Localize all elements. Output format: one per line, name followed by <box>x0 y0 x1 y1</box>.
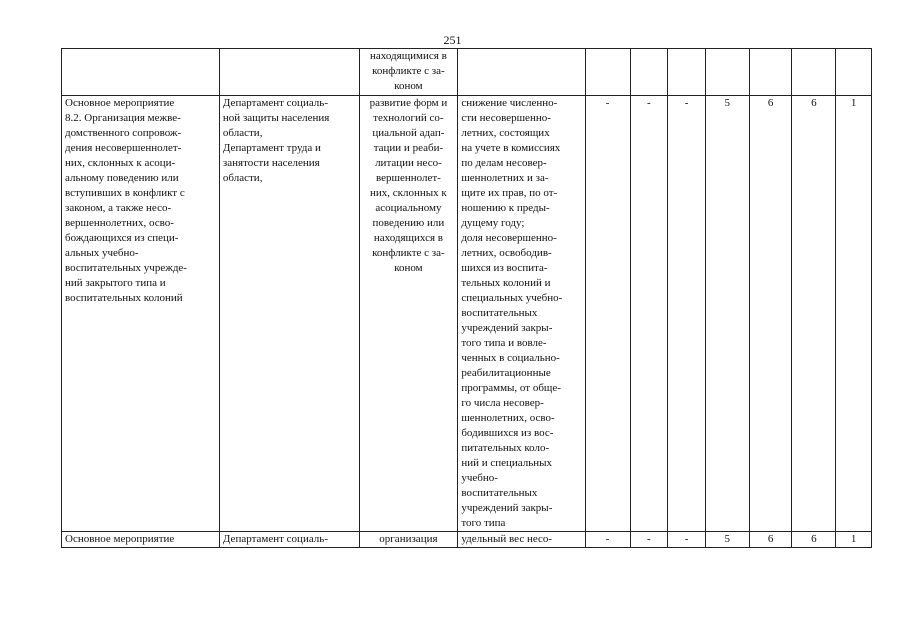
cell-line: го числа несовер- <box>461 397 544 409</box>
cell-line: программы, от обще- <box>461 382 561 394</box>
cell-line: них, склонных к <box>370 187 447 199</box>
cell-line: альных учебно- <box>65 247 139 259</box>
cell-line: снижение численно- <box>461 97 558 109</box>
cell-line: бождающихся из специ- <box>65 232 179 244</box>
cell-line: учреждений закры- <box>461 502 553 514</box>
cell-line: по делам несовер- <box>461 157 547 169</box>
cell-line: асоциальному <box>375 202 442 214</box>
value-cell <box>749 49 792 96</box>
value-cell <box>792 49 836 96</box>
cell-line: вершеннолетних, осво- <box>65 217 174 229</box>
result-cell <box>359 532 458 548</box>
cell-line: Департамент социаль- <box>222 97 328 109</box>
cell-line: вершеннолет- <box>375 172 441 184</box>
indicator-cell <box>458 49 585 96</box>
value-cell: 6 <box>749 532 792 548</box>
cell-line: шихся из воспита- <box>461 262 548 274</box>
value-cell: 6 <box>749 96 792 532</box>
executor-cell <box>219 96 359 532</box>
value-cell: 6 <box>792 96 836 532</box>
value-cell: 5 <box>705 532 749 548</box>
value-cell <box>705 49 749 96</box>
executor-cell <box>219 49 359 96</box>
cell-line: сти несовершенно- <box>461 112 551 124</box>
cell-line: воспитательных <box>461 307 538 319</box>
cell-line: дения несовершеннолет- <box>65 142 182 154</box>
value-cell: - <box>668 532 706 548</box>
result-cell <box>359 96 458 532</box>
indicator-cell <box>458 96 585 532</box>
cell-line: летних, освободив- <box>461 247 552 259</box>
cell-line: учебно- <box>461 472 498 484</box>
cell-line: занятости населения <box>222 157 320 169</box>
cell-line: того типа и вовле- <box>461 337 547 349</box>
cell-line: них, склонных к асоци- <box>65 157 176 169</box>
executor-cell <box>219 532 359 548</box>
cell-line: законом, а также несо- <box>65 202 172 214</box>
cell-line: летних, состоящих <box>461 127 550 139</box>
cell-line: вступивших в конфликт с <box>65 187 185 199</box>
cell-line: того типа <box>461 517 506 529</box>
cell-line: литации несо- <box>375 157 442 169</box>
cell-line: технологий со- <box>373 112 444 124</box>
activity-cell <box>62 96 220 532</box>
value-cell: - <box>630 96 668 532</box>
cell-line: шеннолетних, осво- <box>461 412 555 424</box>
value-cell: - <box>585 96 630 532</box>
cell-line: конфликте с за- <box>372 65 445 77</box>
value-cell <box>668 49 706 96</box>
value-cell: 5 <box>705 96 749 532</box>
cell-line: на учете в комиссиях <box>461 142 561 154</box>
cell-line: коном <box>394 262 423 274</box>
cell-line: ношению к преды- <box>461 202 550 214</box>
page-number: 251 <box>443 33 462 47</box>
activity-cell <box>62 532 220 548</box>
activity-cell <box>62 49 220 96</box>
value-cell <box>630 49 668 96</box>
table-row <box>62 49 872 96</box>
cell-line: 8.2. Организация межве- <box>65 112 181 124</box>
cell-line: альному поведению или <box>65 172 179 184</box>
value-cell: 1 <box>836 96 872 532</box>
cell-line: циальной адап- <box>372 127 445 139</box>
cell-line: бодившихся из вос- <box>461 427 554 439</box>
cell-line: ченных в социально- <box>461 352 560 364</box>
cell-line: организация <box>379 533 438 545</box>
table-row <box>62 532 872 548</box>
value-cell <box>836 49 872 96</box>
cell-line: области, <box>222 127 263 139</box>
cell-line: ний и специальных <box>461 457 553 469</box>
cell-line: воспитательных колоний <box>65 292 183 304</box>
cell-line: области, <box>222 172 263 184</box>
cell-line: поведению или <box>372 217 445 229</box>
cell-line: находящимися в <box>370 50 447 62</box>
cell-line: Основное мероприятие <box>65 533 175 545</box>
cell-line: Департамент труда и <box>222 142 321 154</box>
cell-line: удельный вес несо- <box>461 533 553 545</box>
cell-line: развитие форм и <box>369 97 448 109</box>
value-cell: 1 <box>836 532 872 548</box>
cell-line: реабилитационные <box>461 367 551 379</box>
value-cell <box>585 49 630 96</box>
cell-line: ний закрытого типа и <box>65 277 166 289</box>
cell-line: ной защиты населения <box>222 112 330 124</box>
cell-line: Департамент социаль- <box>222 533 328 545</box>
cell-line: щите их прав, по от- <box>461 187 558 199</box>
result-cell <box>359 49 458 96</box>
cell-line: коном <box>394 80 423 92</box>
cell-line: питательных коло- <box>461 442 550 454</box>
cell-line: тации и реаби- <box>373 142 444 154</box>
cell-line: шеннолетних и за- <box>461 172 549 184</box>
cell-line: учреждений закры- <box>461 322 553 334</box>
cell-line: находящихся в <box>373 232 443 244</box>
program-table <box>61 48 872 548</box>
cell-line: Основное мероприятие <box>65 97 175 109</box>
value-cell: - <box>585 532 630 548</box>
cell-line: доля несовершенно- <box>461 232 557 244</box>
indicator-cell <box>458 532 585 548</box>
cell-line: дущему году; <box>461 217 525 229</box>
cell-line: тельных колоний и <box>461 277 551 289</box>
cell-line: домственного сопровож- <box>65 127 182 139</box>
cell-line: воспитательных учрежде- <box>65 262 187 274</box>
cell-line: специальных учебно- <box>461 292 563 304</box>
value-cell: 6 <box>792 532 836 548</box>
cell-line: конфликте с за- <box>372 247 445 259</box>
table-row <box>62 96 872 532</box>
value-cell: - <box>630 532 668 548</box>
value-cell: - <box>668 96 706 532</box>
cell-line: воспитательных <box>461 487 538 499</box>
